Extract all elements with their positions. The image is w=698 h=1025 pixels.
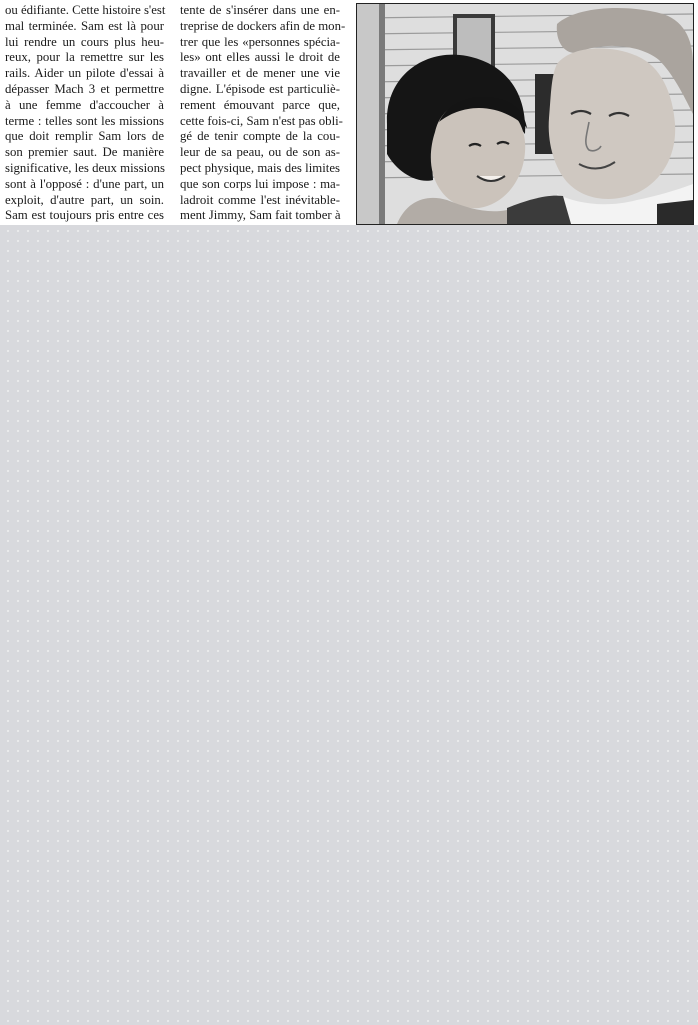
text-line: digne. L'épisode est particuliè-	[180, 81, 340, 96]
text-line: lui rendre un cours plus heu-	[5, 34, 164, 49]
text-line: que son corps lui impose : ma-	[180, 176, 340, 191]
photo-illustration	[357, 4, 693, 224]
text-line: mal terminée. Sam est là pour	[5, 18, 164, 33]
text-line: dépasser Mach 3 et permettre	[5, 81, 164, 96]
text-line: rails. Aider un pilote d'essai à	[5, 66, 164, 81]
text-line: les» ont elles aussi le droit de	[180, 50, 340, 65]
couple-photo-icon	[356, 3, 694, 225]
cropped-area	[0, 225, 698, 1025]
text-line: reux, pour la remettre sur les	[5, 50, 164, 65]
text-line: ladroit comme l'est inévitable-	[180, 192, 340, 207]
text-line: ou édifiante. Cette histoire s'est	[5, 3, 166, 17]
text-line: tente de s'insérer dans une en-	[180, 3, 340, 17]
text-line: pect physique, mais des limites	[180, 160, 340, 175]
text-line: gé de tenir compte de la cou-	[180, 129, 340, 144]
text-line: treprise de dockers afin de mon-	[180, 18, 346, 33]
text-line: cette fois-ci, Sam n'est pas obli-	[180, 113, 343, 128]
text-line: Sam est toujours pris entre ces	[5, 208, 164, 223]
text-line: terme : telles sont les missions	[5, 113, 164, 128]
text-line: significative, les deux missions	[5, 160, 165, 175]
text-line: trer que les «personnes spécia-	[180, 34, 340, 49]
text-line: à une femme d'accoucher à	[5, 97, 164, 112]
magazine-page	[0, 0, 698, 240]
text-line: sont à l'opposé : d'une part, un	[5, 176, 164, 191]
text-line: exploit, d'autre part, un soin.	[5, 192, 164, 207]
text-line: travailler et de mener une vie	[180, 66, 340, 81]
text-line: que doit remplir Sam lors de	[5, 129, 164, 144]
text-line: son premier saut. De manière	[5, 145, 164, 160]
text-line: ment Jimmy, Sam fait tomber à	[180, 208, 341, 223]
text-line: leur de sa peau, ou de son as-	[180, 145, 340, 160]
text-line: rement émouvant parce que,	[180, 97, 340, 112]
